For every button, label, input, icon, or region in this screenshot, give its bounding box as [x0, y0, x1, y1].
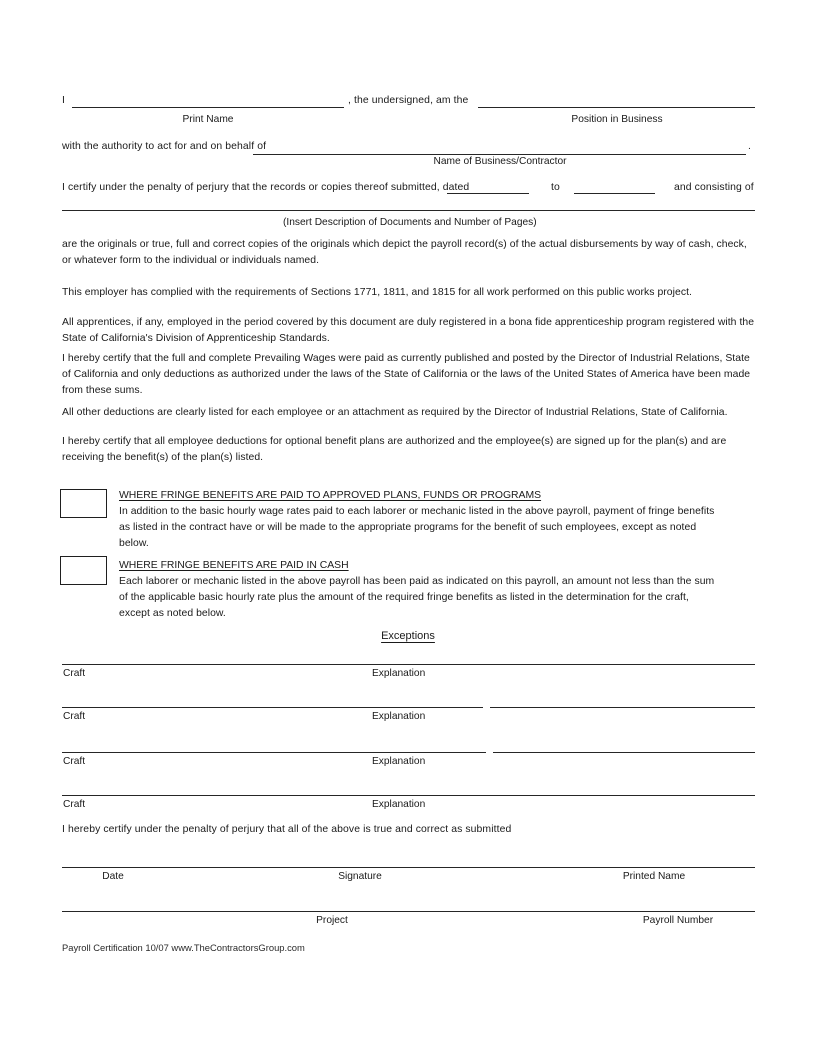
paragraph-apprentices: All apprentices, if any, employed in the period covered by this document are duly registered in a bona fide apprenticeship program registered with the State of California's Division of Apprenticeship Standards. [62, 317, 755, 344]
exception-row-4-explanation-label: Explanation [372, 799, 426, 810]
certify-lead-text: I certify under the penalty of perjury that the records or copies thereof submitted, dated [62, 182, 470, 193]
print-name-blank[interactable] [72, 107, 344, 108]
position-in-business-blank[interactable] [478, 107, 755, 108]
exception-row-1-line[interactable] [62, 664, 755, 665]
exception-row-2-line-left[interactable] [62, 707, 483, 708]
exception-row-1-explanation-label: Explanation [372, 668, 426, 679]
business-contractor-caption: Name of Business/Contractor [433, 156, 567, 167]
fringe-paid-in-cash-body: Each laborer or mechanic listed in the above payroll has been paid as indicated on this payroll, an amount not less than the sum of the applicable basic hourly rate plus the amount of the required fringe benefits as listed in the determination for the craft, except as noted below. [119, 576, 715, 619]
signature-line[interactable] [62, 867, 755, 868]
exception-row-3-craft-label: Craft [63, 756, 86, 767]
and-consisting-of-text: and consisting of [674, 182, 754, 193]
signature-caption: Signature [338, 871, 382, 882]
paragraph-other-deductions: All other deductions are clearly listed for each employee or an attachment as required by the Director of Industrial Relations, State of California. [62, 407, 728, 418]
exception-row-4-craft-label: Craft [63, 799, 86, 810]
date-caption: Date [102, 871, 124, 882]
project-line[interactable] [62, 911, 755, 912]
project-caption: Project [316, 915, 348, 926]
insert-description-caption: (Insert Description of Documents and Number of Pages) [283, 217, 537, 228]
exception-row-2-craft-label: Craft [63, 711, 86, 722]
payroll-number-caption: Payroll Number [642, 915, 714, 926]
exception-row-3-line-left[interactable] [62, 752, 486, 753]
paragraph-prevailing-wages: I hereby certify that the full and complete Prevailing Wages were paid as currently published and posted by the Director of Industrial Relations, State of California and only deductions as authorized under the laws of the State of California or the laws of the United States of America have been made from these sums. [62, 353, 751, 396]
print-name-caption: Print Name [182, 114, 234, 125]
undersigned-text: , the undersigned, am the [348, 95, 469, 106]
closing-statement: I hereby certify under the penalty of perjury that all of the above is true and correct as submitted [62, 824, 512, 835]
footer-note: Payroll Certification 10/07 www.TheContractorsGroup.com [62, 942, 305, 953]
paragraph-optional-benefit-plans: I hereby certify that all employee deductions for optional benefit plans are authorized and the employee(s) are signed up for the plan(s) and are receiving the benefit(s) of the plan(s) listed. [62, 436, 727, 463]
fringe-approved-plans-heading: WHERE FRINGE BENEFITS ARE PAID TO APPROVED PLANS, FUNDS OR PROGRAMS [119, 490, 542, 501]
exception-row-3-line-right[interactable] [493, 752, 755, 753]
date-from-blank[interactable] [447, 193, 529, 194]
paragraph-sections-compliance: This employer has complied with the requirements of Sections 1771, 1811, and 1815 for all work performed on this public works project. [62, 287, 692, 298]
authority-text: with the authority to act for and on behalf of [62, 141, 267, 152]
exception-row-4-line[interactable] [62, 795, 755, 796]
position-in-business-caption: Position in Business [571, 114, 663, 125]
authority-period: . [748, 141, 751, 152]
fringe-paid-in-cash-checkbox[interactable] [60, 556, 107, 585]
exceptions-title: Exceptions [381, 630, 435, 642]
paragraph-originals: are the originals or true, full and correct copies of the originals which depict the payroll record(s) of the actual disbursements by way of cash, check, or whatever form to the individual or individuals named. [62, 239, 747, 266]
i-label: I [62, 95, 65, 106]
exception-row-2-line-right[interactable] [490, 707, 755, 708]
exception-row-1-craft-label: Craft [63, 668, 86, 679]
fringe-approved-plans-checkbox[interactable] [60, 489, 107, 518]
printed-name-caption: Printed Name [622, 871, 686, 882]
fringe-paid-in-cash-heading: WHERE FRINGE BENEFITS ARE PAID IN CASH [119, 560, 349, 571]
to-label: to [551, 182, 560, 193]
exception-row-3-explanation-label: Explanation [372, 756, 426, 767]
fringe-approved-plans-body: In addition to the basic hourly wage rates paid to each laborer or mechanic listed in the above payroll, payment of fringe benefits as listed in the contract have or will be made to the appropriate programs for the benefit of such employees, except as noted below. [119, 506, 715, 549]
document-description-blank[interactable] [62, 210, 755, 211]
date-to-blank[interactable] [574, 193, 655, 194]
exception-row-2-explanation-label: Explanation [372, 711, 426, 722]
